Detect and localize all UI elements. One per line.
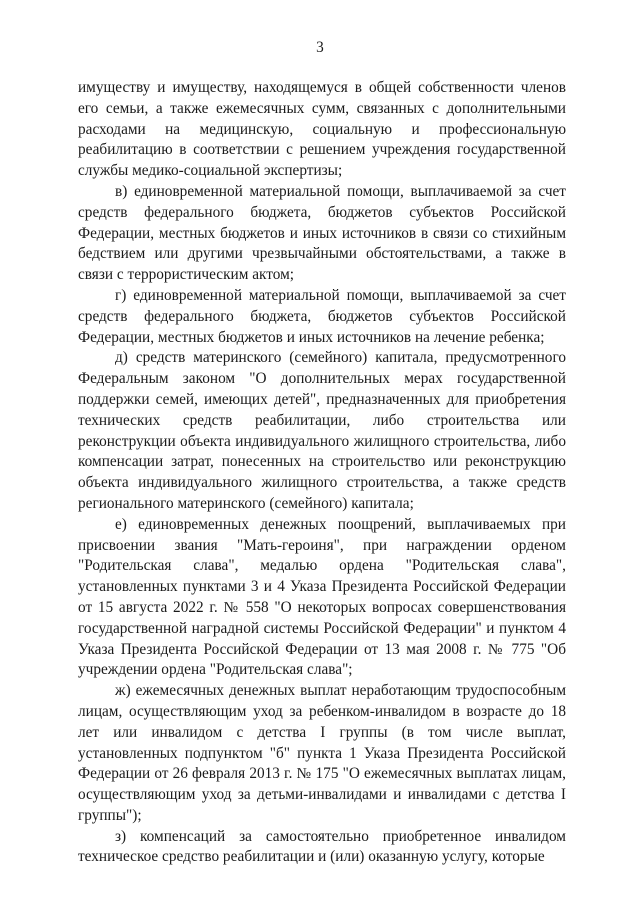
paragraph-item-v: в) единовременной материальной помощи, выплачиваемой за счет средств федерального бюджета, бюджетов субъектов Российской Федерации, местных бюджетов и иных источников в связи со стихийным бедствием или другими чрезвычайными обстоятельствами, а также в связи с террористическим актом; [78, 182, 566, 284]
paragraph-item-z: з) компенсаций за самостоятельно приобретенное инвалидом техническое средство реабилитации и (или) оказанную услугу, которые [78, 827, 566, 866]
document-body [78, 78, 566, 868]
paragraph-item-d: д) средств материнского (семейного) капитала, предусмотренного Федеральным законом "О дополнительных мерах государственной поддержки семей, имеющих детей", предназначенных для приобретения технических средств реабилитации, либо строительства или реконструкции объекта индивидуального жилищного строительства, либо компенсации затрат, понесенных на строительство или реконструкцию объекта индивидуального жилищного строительства, а также средств регионального материнского (семейного) капитала; [78, 349, 566, 512]
paragraph-continuation: имуществу и имуществу, находящемуся в общей собственности членов его семьи, а также ежемесячных сумм, связанных с дополнительными расходами на медицинскую, социальную и профессиональную реабилитацию в соответствии с решением учреждения государственной службы медико-социальной экспертизы; [78, 79, 566, 180]
paragraph-item-e: е) единовременных денежных поощрений, выплачиваемых при присвоении звания "Мать-героиня", при награждении орденом "Родительская слава", медалью ордена "Родительская слава", установленных пунктами 3 и 4 Указа Президента Российской Федерации от 15 августа 2022 г. № 558 "О некоторых вопросах совершенствования государственной наградной системы Российской Федерации" и пунктом 4 Указа Президента Российской Федерации от 13 мая 2008 г. № 775 "Об учреждении ордена "Родительская слава"; [78, 515, 566, 679]
paragraph-item-g: г) единовременной материальной помощи, выплачиваемой за счет средств федерального бюджета, бюджетов субъектов Российской Федерации, местных бюджетов и иных источников на лечение ребенка; [78, 286, 566, 346]
paragraph-item-zh: ж) ежемесячных денежных выплат неработающим трудоспособным лицам, осуществляющим уход за ребенком-инвалидом в возрасте до 18 лет или инвалидом с детства I группы (в том числе выплат, установленных подпунктом "б" пункта 1 Указа Президента Российской Федерации от 26 февраля 2013 г. № 175 "О ежемесячных выплатах лицам, осуществляющим уход за детьми-инвалидами и инвалидами с детства I группы"); [78, 682, 566, 824]
page-number: 3 [316, 39, 324, 56]
